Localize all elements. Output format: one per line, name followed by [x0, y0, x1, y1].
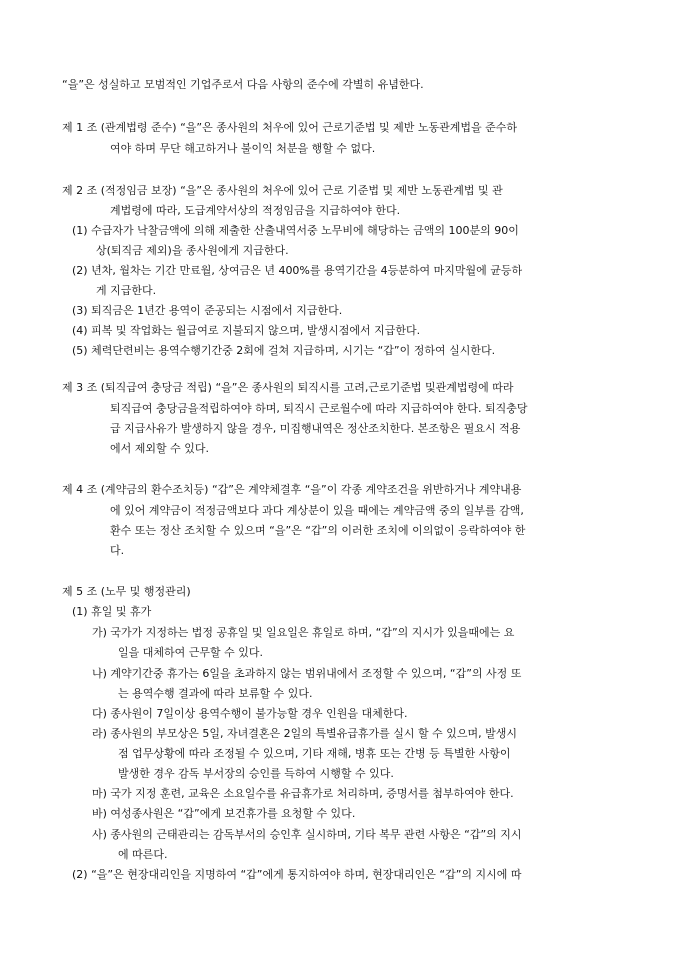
article-1-line-1: 제 1 조 (관계법령 준수) “을”은 종사원의 처우에 있어 근로기준법 및 제반 노동관계법을 준수하	[62, 121, 517, 134]
article-5-ga-line-1: 가) 국가가 지정하는 법정 공휴일 및 일요일은 휴일로 하며, “갑”의 지시가 있을때에는 요	[92, 626, 515, 639]
article-5-ra-line-2: 점 업무상황에 따라 조정될 수 있으며, 기타 재해, 병휴 또는 간병 등 특별한 사항이	[118, 747, 511, 760]
article-4-line-3: 환수 또는 정산 조치할 수 있으며 “을”은 “갑”의 이러한 조치에 이의없이 응락하여야 한	[110, 524, 526, 537]
article-5-na-line-1: 나) 계약기간중 휴가는 6일을 초과하지 않는 범위내에서 조정할 수 있으며, “갑”의 사정 또	[92, 667, 522, 680]
article-5-title: 제 5 조 (노무 및 행정관리)	[62, 585, 191, 598]
article-2-item-3: (3) 퇴직금은 1년간 용역이 준공되는 시점에서 지급한다.	[72, 304, 343, 317]
article-2-line-1: 제 2 조 (적정임금 보장) “을”은 종사원의 처우에 있어 근로 기준법 및 제반 노동관계법 및 관	[62, 184, 503, 197]
article-2-item-1-line-2: 상(퇴직금 제외)을 종사원에게 지급한다.	[96, 244, 289, 257]
article-2-item-1-line-1: (1) 수급자가 낙찰금액에 의해 제출한 산출내역서중 노무비에 해당하는 금액의 100분의 90이	[72, 224, 519, 237]
article-5-ra-line-1: 라) 종사원의 부모상은 5일, 자녀결혼은 2일의 특별유급휴가를 실시 할 수 있으며, 발생시	[92, 727, 518, 740]
article-2-item-2-line-1: (2) 년차, 월차는 기간 만료월, 상여금은 년 400%를 용역기간을 4등분하여 마지막월에 균등하	[72, 264, 523, 277]
article-5-ba: 바) 여성종사원은 “갑”에게 보건휴가를 요청할 수 있다.	[92, 807, 356, 820]
article-5-item-2: (2) “을”은 현장대리인을 지명하여 “갑”에게 통지하여야 하며, 현장대리인은 “갑”의 지시에 따	[72, 868, 522, 881]
article-2-item-4: (4) 피복 및 작업화는 월급여로 지불되지 않으며, 발생시점에서 지급한다.	[72, 324, 421, 337]
article-4-line-1: 제 4 조 (계약금의 환수조치등) “갑”은 계약체결후 “을”이 각종 계약조건을 위반하거나 계약내용	[62, 483, 522, 496]
article-5-da: 다) 종사원이 7일이상 용역수행이 불가능할 경우 인원을 대체한다.	[92, 707, 408, 720]
article-3-line-1: 제 3 조 (퇴직급여 충당금 적립) “을”은 종사원의 퇴직시를 고려,근로기준법 및관계법령에 따라	[62, 381, 514, 394]
article-5-ma: 마) 국가 지정 훈련, 교육은 소요일수를 유급휴가로 처리하며, 증명서를 첨부하여야 한다.	[92, 787, 514, 800]
article-5-sa-line-1: 사) 종사원의 근태관리는 감독부서의 승인후 실시하며, 기타 복무 관련 사항은 “갑”의 지시	[92, 828, 522, 841]
article-4-line-2: 에 있어 계약금이 적정금액보다 과다 계상분이 있을 때에는 계약금액 중의 일부를 감액,	[110, 504, 524, 517]
intro-paragraph: “을”은 성실하고 모범적인 기업주로서 다음 사항의 준수에 각별히 유념한다.	[62, 78, 424, 91]
article-5-item-1: (1) 휴일 및 휴가	[72, 605, 152, 618]
article-3-line-3: 급 지급사유가 발생하지 않을 경우, 미집행내역은 정산조치한다. 본조항은 필요시 적용	[110, 422, 521, 435]
article-5-na-line-2: 는 용역수행 결과에 따라 보류할 수 있다.	[118, 687, 313, 700]
article-2-item-2-line-2: 게 지급한다.	[96, 284, 157, 297]
article-4-line-4: 다.	[110, 544, 125, 557]
article-2-item-5: (5) 체력단련비는 용역수행기간중 2회에 걸쳐 지급하며, 시기는 “갑”이 정하여 실시한다.	[72, 344, 496, 357]
article-3-line-4: 에서 제외할 수 있다.	[110, 442, 209, 455]
article-5-ga-line-2: 일을 대체하여 근무할 수 있다.	[118, 646, 263, 659]
article-5-sa-line-2: 에 따른다.	[118, 848, 168, 861]
article-2-line-2: 계법령에 따라, 도급계약서상의 적정임금을 지급하여야 한다.	[110, 204, 401, 217]
article-3-line-2: 퇴직급여 충당금을적립하여야 하며, 퇴직시 근로월수에 따라 지급하여야 한다. 퇴직충당	[110, 402, 528, 415]
article-1-line-2: 여야 하며 무단 해고하거나 불이익 처분을 행할 수 없다.	[110, 142, 376, 155]
article-5-ra-line-3: 발생한 경우 감독 부서장의 승인를 득하여 시행할 수 있다.	[118, 767, 394, 780]
